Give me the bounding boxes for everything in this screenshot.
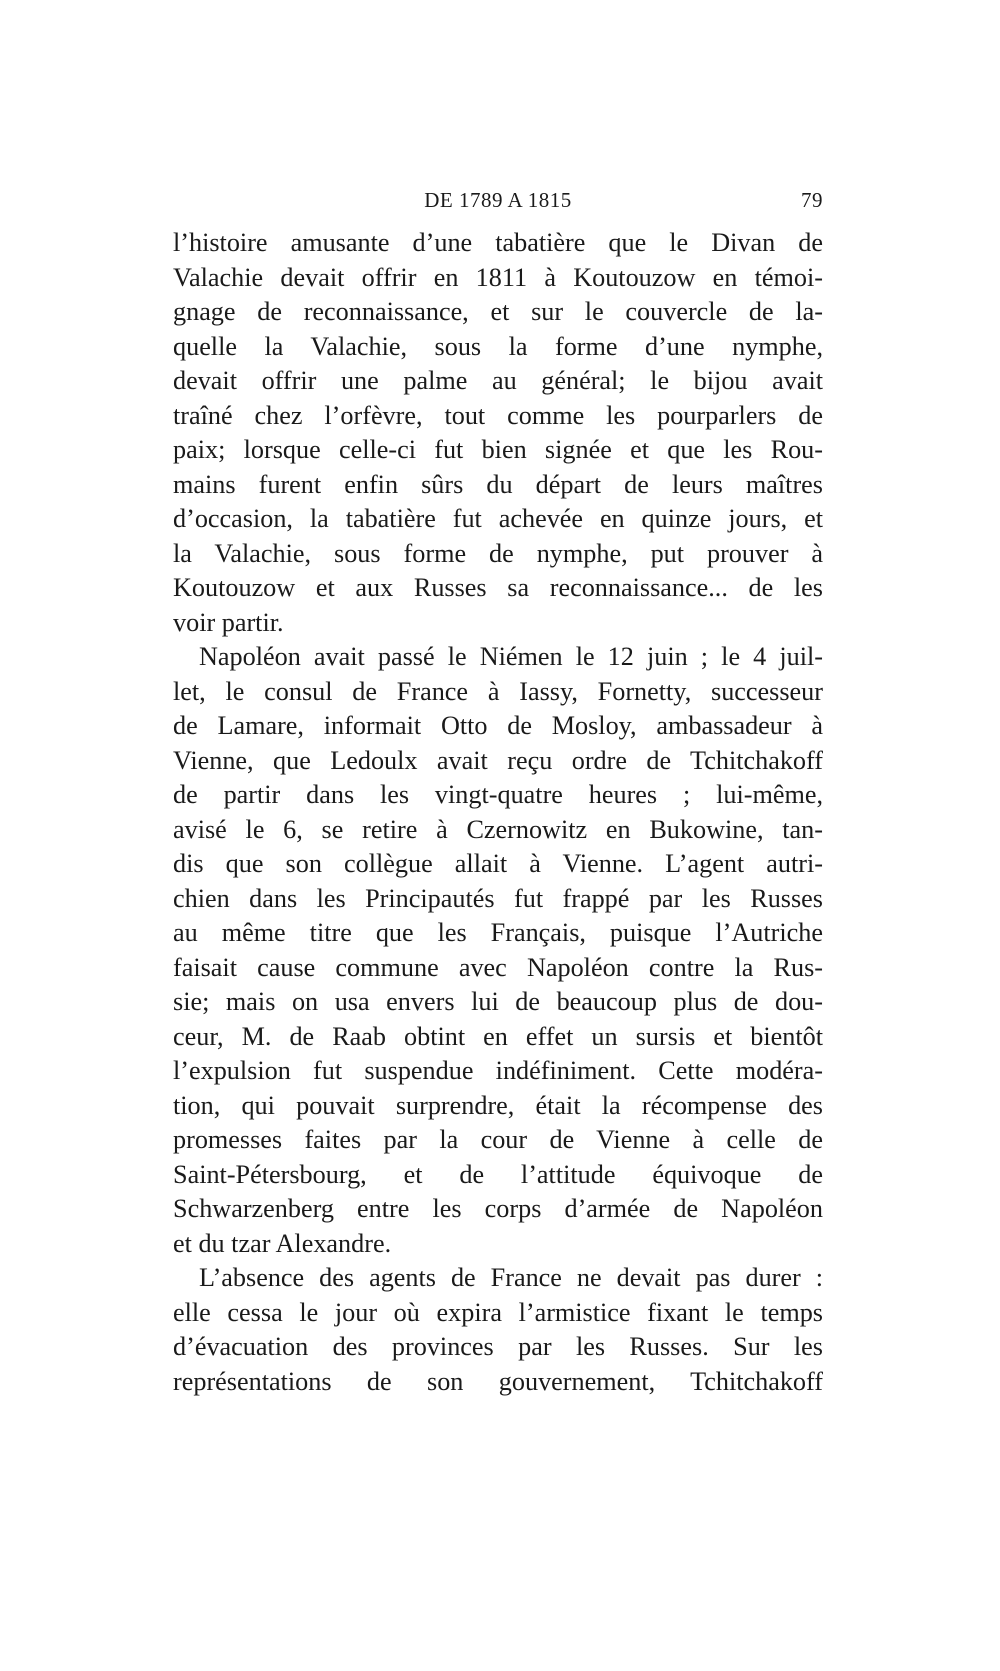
text-line: Valachie devait offrir en 1811 à Koutouzow en témoi- [173, 262, 823, 292]
text-line: et du tzar Alexandre. [173, 1228, 392, 1258]
text-line: représentations de son gouvernement, Tchitchakoff [173, 1366, 823, 1396]
text-line: elle cessa le jour où expira l’armistice fixant le temps [173, 1297, 823, 1327]
text-line: voir partir. [173, 607, 284, 637]
text-line: d’occasion, la tabatière fut achevée en quinze jours, et [173, 504, 823, 533]
body-text [173, 226, 823, 1399]
text-line: l’histoire amusante d’une tabatière que le Divan de [173, 228, 823, 257]
running-head [173, 188, 823, 218]
text-line: Saint-Pétersbourg, et de l’attitude équivoque de [173, 1159, 823, 1189]
paragraph-3 [173, 1261, 823, 1399]
text-line: au même titre que les Français, puisque l’Autriche [173, 918, 823, 947]
text-line: devait offrir une palme au général; le bijou avait [173, 366, 823, 395]
paragraph-1 [173, 226, 823, 640]
text-line: Vienne, que Ledoulx avait reçu ordre de Tchitchakoff [173, 745, 823, 775]
text-line: chien dans les Principautés fut frappé par les Russes [173, 883, 823, 913]
text-line: de Lamare, informait Otto de Mosloy, ambassadeur à [173, 711, 823, 740]
text-line: dis que son collègue allait à Vienne. L’agent autri- [173, 849, 823, 878]
text-line: paix; lorsque celle-ci fut bien signée et que les Rou- [173, 435, 823, 464]
text-line: la Valachie, sous forme de nymphe, put prouver à [173, 538, 823, 568]
text-line: ceur, M. de Raab obtint en effet un sursis et bientôt [173, 1021, 823, 1051]
text-line: faisait cause commune avec Napoléon contre la Rus- [173, 952, 823, 982]
text-line: Schwarzenberg entre les corps d’armée de Napoléon [173, 1194, 823, 1223]
text-line: l’expulsion fut suspendue indéfiniment. Cette modéra- [173, 1056, 823, 1085]
text-line: quelle la Valachie, sous la forme d’une nymphe, [173, 331, 823, 361]
text-line: let, le consul de France à Iassy, Fornetty, successeur [173, 676, 823, 706]
paragraph-2 [173, 640, 823, 1261]
page-number: 79 [801, 188, 823, 212]
text-line: promesses faites par la cour de Vienne à celle de [173, 1125, 823, 1154]
text-line: avisé le 6, se retire à Czernowitz en Bukowine, tan- [173, 814, 823, 844]
text-line: traîné chez l’orfèvre, tout comme les pourparlers de [173, 400, 823, 430]
text-line: mains furent enfin sûrs du départ de leurs maîtres [173, 469, 823, 499]
text-line: Koutouzow et aux Russes sa reconnaissance... de les [173, 573, 823, 602]
text-line: gnage de reconnaissance, et sur le couvercle de la- [173, 297, 823, 326]
text-line: Napoléon avait passé le Niémen le 12 juin ; le 4 juil- [199, 642, 823, 671]
text-line: d’évacuation des provinces par les Russes. Sur les [173, 1332, 823, 1361]
running-title: DE 1789 A 1815 [424, 188, 572, 212]
text-line: de partir dans les vingt-quatre heures ; lui-même, [173, 780, 823, 809]
text-line: tion, qui pouvait surprendre, était la récompense des [173, 1090, 823, 1120]
text-line: sie; mais on usa envers lui de beaucoup plus de dou- [173, 987, 823, 1016]
text-line: L’absence des agents de France ne devait pas durer : [199, 1263, 823, 1292]
